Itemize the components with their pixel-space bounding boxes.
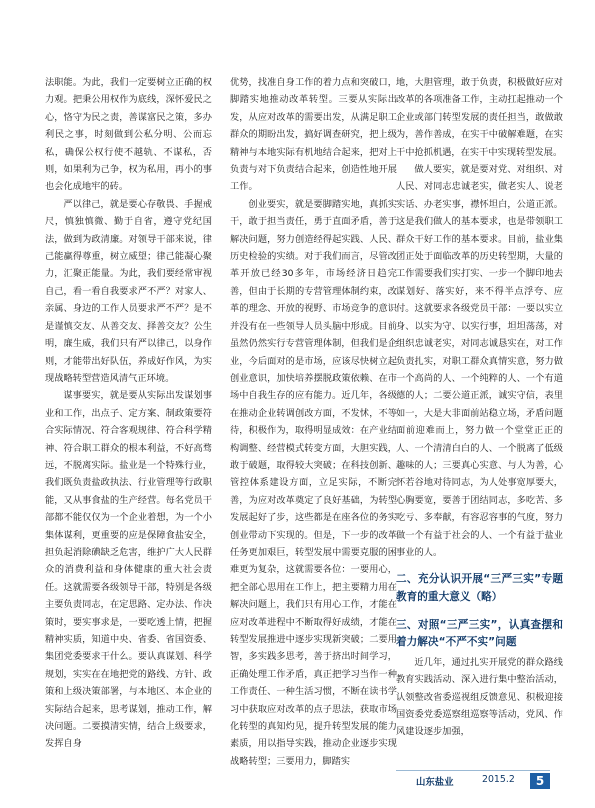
paragraph: 创业要实，就是要脚踏实地，真抓实干，敢于担当责任，勇于直面矛盾，善于解决问题，努力创造经得起实践、人民、历史检验的实绩。对于我们而言，尽管改革开放已经30多年，市场经济日趋完善，但由于长期的专营管理体制约束，改革的理念、开放的视野、市场竞争的意识并没有在一些领导人员头脑中形成。目前虽然仍然实行专营管理体制，但我们是企业，今后面对的是市场，应该尽快树立起创业意识，加快培养摆脱政策依赖、在市场中自我生存的应有能力。近几年，各级在推动企业转调创改方面，不发怵，不等待，积极作为，取得明显成效：在产业结构调整、经营模式转变方面，大胆实践，敢于破题，取得较大突破；在科技创新、管控体系建设方面，立足实际，不断完善，为应对改革奠定了良好基础，为转型发展起好了步，这些都是在座各位的务实创业带动下实现的。但是，下一步的改革任务更加艰巨，转型发展中需要克服的困难更为复杂，这就需要各位：一要用心，把全部心思用在工作上，把主要精力用在解决问题上，我们只有用心工作，才能在应对改革进程中不断取得好成绩，才能在转型发展推进中逐步实现新突破；二要用智，多实践多思考，善于挤出时间学习，正确处理工作矛盾，真正把学习当作一种工作责任、一种生活习惯，不断在读书学习中获取应对改革的点子思法，获取市场化转型的真知灼见，提升转型发展的能力素质，用以指导实践，推动企业逐步实现战略转型；三要用力，脚踏实 [230, 198, 397, 767]
paragraph: 谋事要实，就是要从实际出发谋划事业和工作，出点子、定方案、制政策要符合实际情况、符合客观规律、符合科学精神、符合职工群众的根本利益，不好高骛远，不脱离实际。盐业是一个特殊行业，我们既负责盐政执法、行业管理等行政职能，又从事食盐的生产经营。每名党员干部都不能仅仅为一个企业着想，为一个小集体谋利，更重要的应是保障食盐安全，担负起消除碘缺乏危害，维护广大人民群众的消费利益和身体健康的重大社会责任。这就需要各级领导干部，特别是各级主要负责同志，在定思路、定办法、作决策时，要实事求是，一要吃透上情，把握精神实质，知道中央、省委、省国资委、集团党委要求干什么。要认真谋划、科学规划，实实在在地把党的路线、方针、政策和上级决策部署，与本地区、本企业的实际结合起来，思考谋划，推动工作，解决问题。二要摸清实情，结合上级要求，发挥自身 [45, 390, 212, 750]
page-footer [396, 773, 550, 790]
issue-number: 2015.2 [482, 774, 515, 785]
column-middle [230, 74, 397, 770]
footer-divider [396, 770, 550, 771]
paragraph: 地，大胆管理，敢于负责，积极做好应对改革的各项准备工作，主动扛起推动一个企业或部门转型发展的责任担当，敢做敢为，善作善成，在实干中破解难题，在实干中抢抓机遇，在实干中实现转型发展。 [396, 77, 563, 158]
paragraph: 优势，找准自身工作的着力点和突破口，脚踏实地推动改革转型。三要从实际出发，从应对改革的需要出发，从满足职工群众的期盼出发，搞好调查研究，把上级精神与本地实际有机地结合起来，把对上负责与对下负责结合起来，创造性地开展工作。 [230, 77, 397, 193]
magazine-name: 山东盐业 [416, 777, 454, 788]
column-left [45, 74, 212, 753]
paragraph: 法职能。为此，我们一定要树立正确的权力观。把秉公用权作为底线，深怀爱民之心，恪守为民之责，善谋富民之策，多办利民之事，时刻做到公私分明、公而忘私，确保公权行使不越轨、不谋私，否则，如果利为己争，权为私用，再小的事也会化成地牢的砖。 [45, 77, 212, 193]
page-number: 5 [530, 773, 550, 789]
section-heading: 二、充分认识开展“三严三实”专题教育的重大意义（略） [396, 573, 563, 603]
section-heading: 三、对照“三严三实”，认真查摆和着力解决“不严不实”问题 [396, 618, 563, 649]
paragraph: 做人要实，就是要对党、对组织、对人民、对同志忠诚老实，做老实人、说老实话、办老实事，襟怀坦白，公道正派。这是我们做人的基本要求，也是带领职工群众干好工作的基本要求。目前，盐业集团正处于面临改革的历史转型期，大量的工作需要我们实打实、一步一个脚印地去谋划好、落实好，来不得半点浮夸、应付。这就要求各级党员干部：一要以实立身、以实为守、以实行事，坦坦荡荡，对组织忠诚老实，对同志诚恳实在，对工作负责扎实，对职工群众真情实意，努力做一个高尚的人、一个纯粹的人、一个有道德的人；二要公道正派，诚实守信，表里如一，大是大非面前站稳立场，矛盾问题面前迎难而上，努力做一个堂堂正正的人、一个清清白白的人、一个脱离了低级趣味的人；三要真心实意、与人为善，心怀若谷地对待同志，为人处事宽厚要大，心胸要宽，要善于团结同志，多吃苦、多吃亏、多奉献，有容忍容事的气度，努力做一个有益于社会的人、一个有益于盐业事业的人。 [396, 164, 563, 558]
paragraph: 严以律己，就是要心存敬畏、手握戒尺，慎独慎微、勤于自省，遵守党纪国法，做到为政清廉。对领导干部来说，律己能赢得尊重，树立威望；律己能凝心聚力，汇聚正能量。为此，我们要经常审视自己，看一看自我要求严不严？对家人、亲属、身边的工作人员要求严不严？是不是谨慎交友、从善交友、择善交友？公生明，廉生威，我们只有严以律己，以身作则，才能带出好队伍，养成好作风，为实现战略转型营造风清气正环境。 [45, 198, 212, 384]
paragraph: 近几年，通过扎实开展党的群众路线教育实践活动、深入进行集中整治活动，认领整改省委巡视组反馈意见、积极迎接国资委党委巡察组巡察等活动，党风、作风建设逐步加强， [396, 656, 563, 738]
column-right [396, 74, 563, 741]
